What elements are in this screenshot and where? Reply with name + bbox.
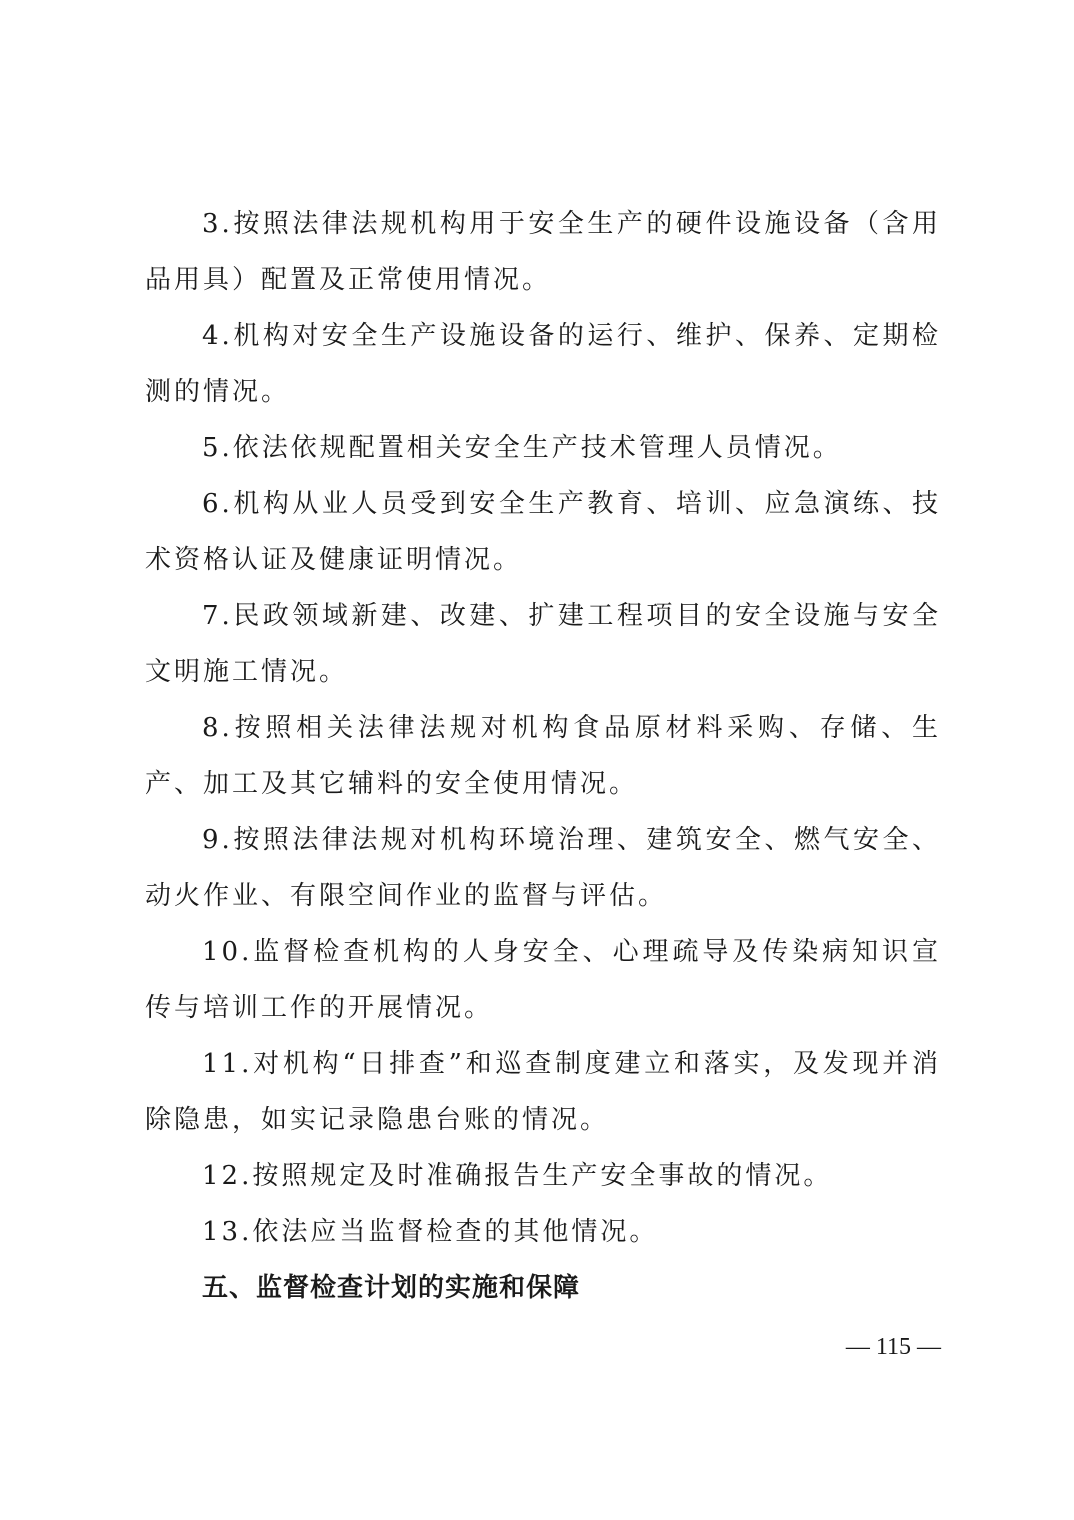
paragraph-item-9: 9.按照法律法规对机构环境治理、建筑安全、燃气安全、动火作业、有限空间作业的监督与评估。 <box>145 825 941 911</box>
paragraph-item-8: 8.按照相关法律法规对机构食品原材料采购、存储、生产、加工及其它辅料的安全使用情况。 <box>145 713 941 799</box>
paragraph-item-3: 3.按照法律法规机构用于安全生产的硬件设施设备（含用品用具）配置及正常使用情况。 <box>145 209 941 295</box>
paragraph-item-6: 6.机构从业人员受到安全生产教育、培训、应急演练、技术资格认证及健康证明情况。 <box>145 489 941 575</box>
paragraph-item-10: 10.监督检查机构的人身安全、心理疏导及传染病知识宣传与培训工作的开展情况。 <box>145 937 941 1023</box>
document-body <box>145 196 941 1316</box>
paragraph-item-5: 5.依法依规配置相关安全生产技术管理人员情况。 <box>202 433 842 463</box>
page-number: — 115 — <box>845 1334 941 1360</box>
section-heading: 五、监督检查计划的实施和保障 <box>202 1273 581 1303</box>
paragraph-item-7: 7.民政领域新建、改建、扩建工程项目的安全设施与安全文明施工情况。 <box>145 601 941 687</box>
paragraph-item-13: 13.依法应当监督检查的其他情况。 <box>202 1217 659 1247</box>
paragraph-item-12: 12.按照规定及时准确报告生产安全事故的情况。 <box>202 1161 833 1191</box>
paragraph-item-11: 11.对机构“日排查”和巡查制度建立和落实，及发现并消除隐患，如实记录隐患台账的情况。 <box>145 1049 941 1135</box>
paragraph-item-4: 4.机构对安全生产设施设备的运行、维护、保养、定期检测的情况。 <box>145 321 941 407</box>
